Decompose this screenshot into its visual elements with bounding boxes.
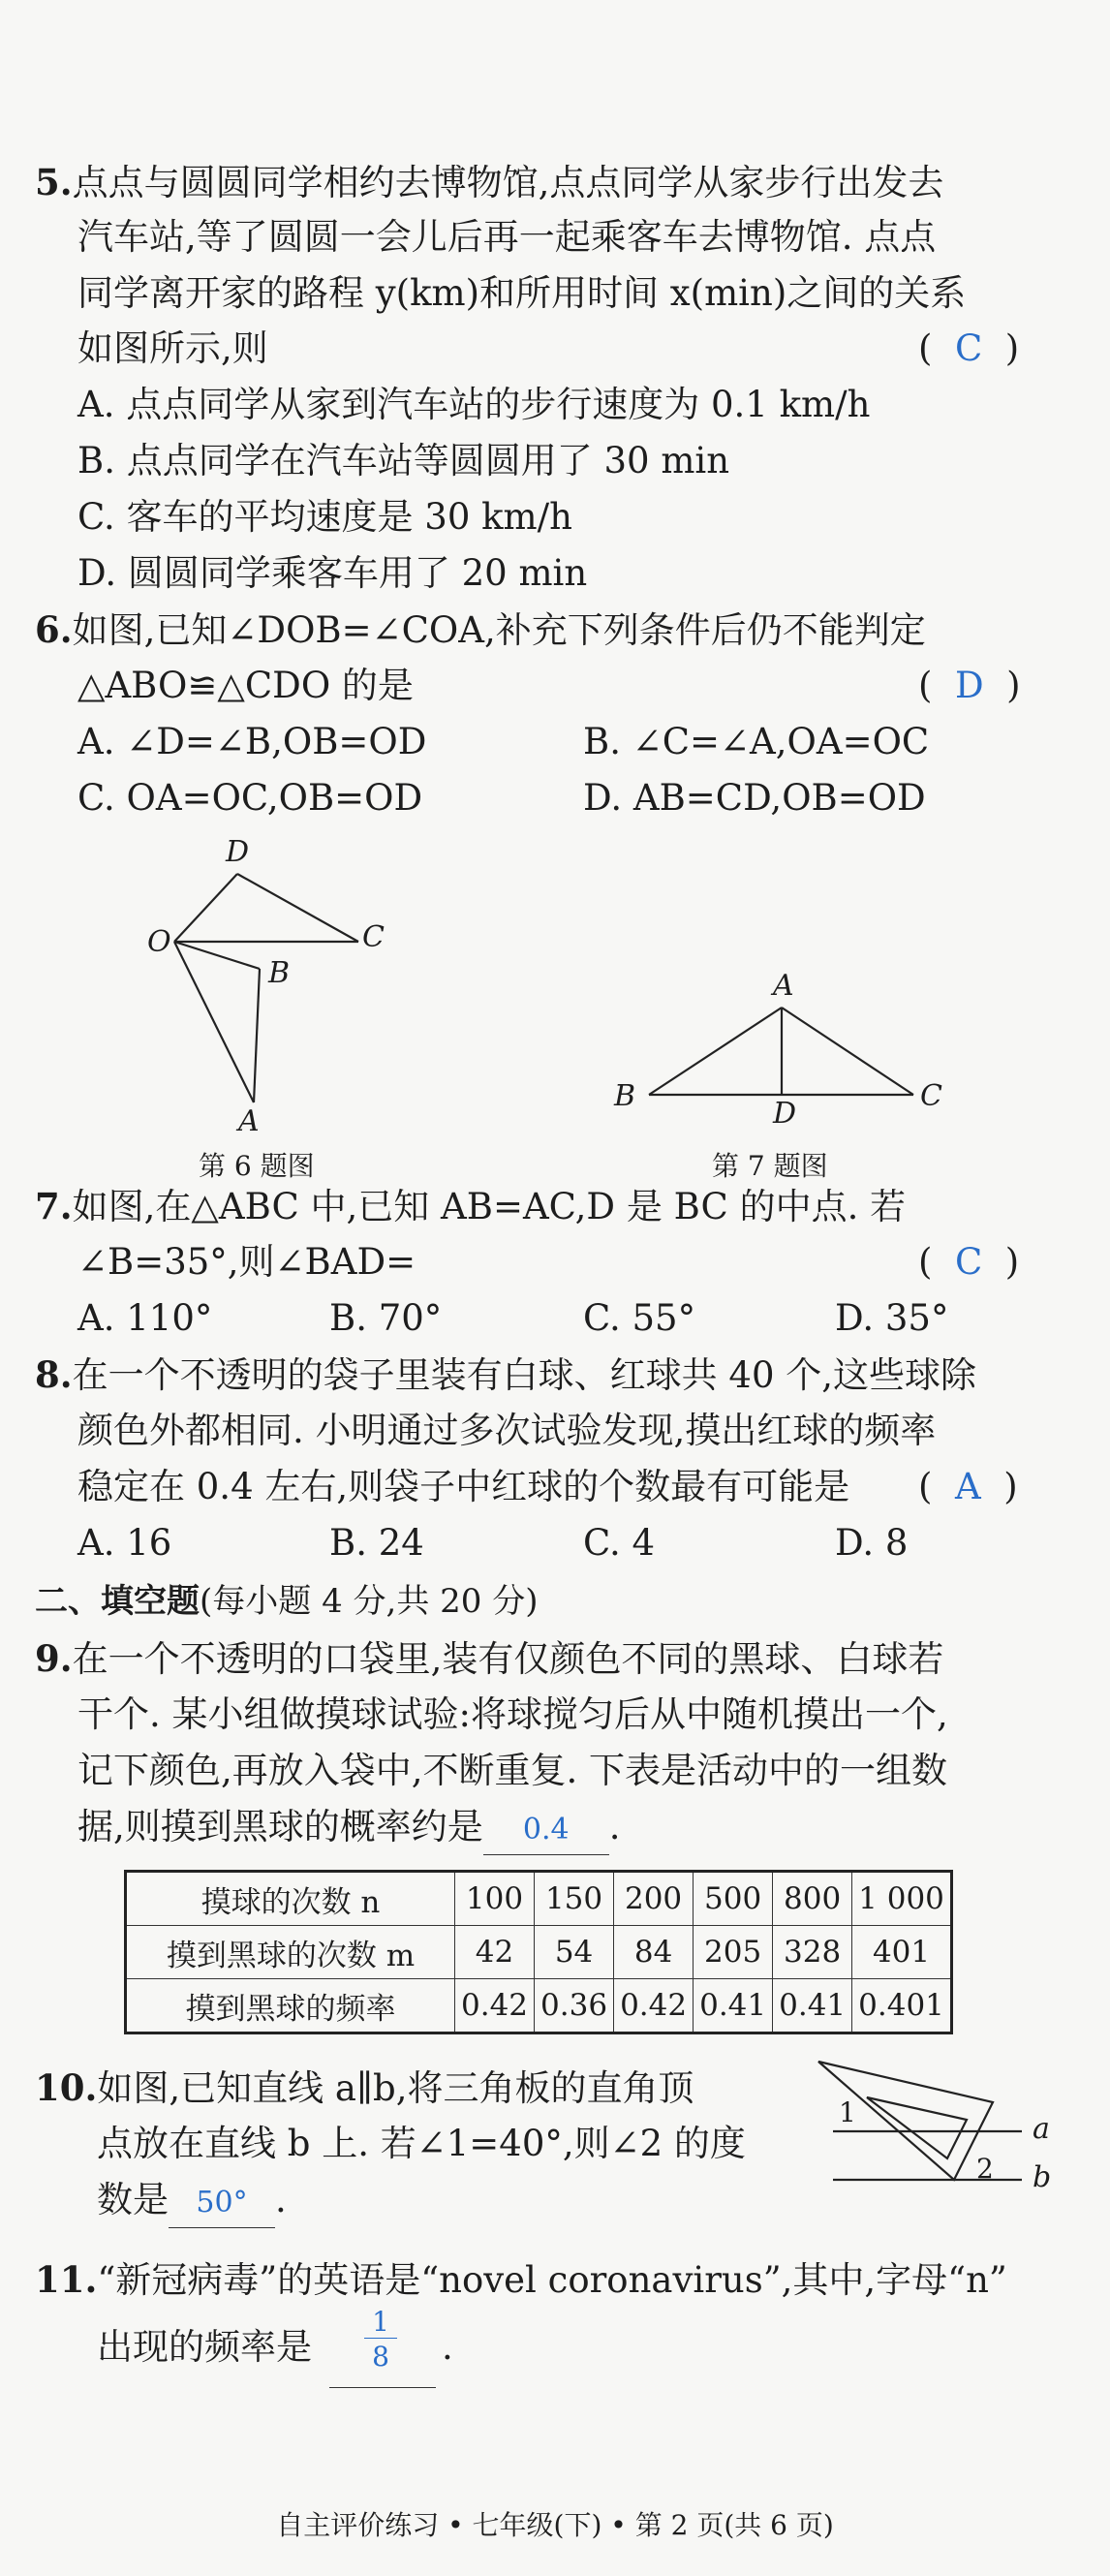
q11-text-1: “新冠病毒”的英语是“novel coronavirus”,其中,字母“n”	[97, 2259, 1007, 2301]
q6-answer: D	[954, 665, 984, 706]
table-cell: 0.41	[694, 1979, 773, 2033]
q10-line-1	[35, 2064, 694, 2113]
q8-answer-bracket: ( A )	[918, 1466, 1018, 1507]
fig10-label-b: b	[1033, 2160, 1052, 2194]
fig7-label-d: D	[773, 1097, 797, 1131]
q6-line-1	[35, 605, 926, 655]
q5-line-1	[35, 158, 943, 207]
fig6-label-o: O	[147, 925, 171, 959]
q9-table-header-frequency: 摸到黑球的频率	[126, 1979, 455, 2033]
q10-text-1: 如图,已知直线 a∥b,将三角板的直角顶	[97, 2067, 694, 2109]
q6-text-1: 如图,已知∠DOB=∠COA,补充下列条件后仍不能判定	[72, 609, 926, 651]
section-2-heading	[35, 1577, 538, 1626]
q5-line-4: 如图所示,则	[77, 327, 268, 369]
q11-line-2: 出现的频率是	[97, 2326, 312, 2368]
q7-line-1	[35, 1182, 906, 1231]
q7-answer: C	[954, 1241, 983, 1283]
q7-option-c: C. 55°	[583, 1297, 696, 1339]
q9-text-4: 据,则摸到黑球的概率约是	[77, 1806, 483, 1847]
q5-line-3: 同学离开家的路程 y(km)和所用时间 x(min)之间的关系	[77, 272, 967, 314]
table-cell: 0.42	[455, 1979, 535, 2033]
fig6-segment-od	[174, 874, 237, 942]
q9-answer-blank: 0.4	[483, 1806, 609, 1855]
q5-text-1: 点点与圆圆同学相约去博物馆,点点同学从家步行出发去	[72, 162, 944, 203]
fig6-label-d: D	[226, 835, 250, 869]
table-cell: 1 000	[852, 1872, 952, 1926]
q11-answer-denominator: 8	[372, 2341, 389, 2373]
q5-option-c: C. 客车的平均速度是 30 km/h	[77, 496, 572, 538]
fig10-label-a: a	[1033, 2112, 1050, 2146]
q5-answer-bracket: ( C )	[918, 327, 1020, 369]
q11-line-1	[35, 2255, 1007, 2305]
table-cell: 328	[773, 1926, 852, 1979]
q10-line-2: 点放在直线 b 上. 若∠1=40°,则∠2 的度	[97, 2123, 746, 2164]
q10-number: 10.	[35, 2066, 98, 2109]
q9-line-2: 干个. 某小组做摸球试验:将球搅匀后从中随机摸出一个,	[77, 1693, 948, 1735]
q6-number: 6.	[35, 608, 73, 651]
q8-text-1: 在一个不透明的袋子里装有白球、红球共 40 个,这些球除	[72, 1354, 977, 1396]
q7-number: 7.	[35, 1185, 73, 1227]
q11-period: .	[442, 2326, 453, 2368]
q6-option-b: B. ∠C=∠A,OA=OC	[583, 721, 930, 762]
fig10-label-2: 2	[976, 2153, 994, 2185]
q7-option-b: B. 70°	[329, 1297, 443, 1339]
q9-text-1: 在一个不透明的口袋里,装有仅颜色不同的黑球、白球若	[72, 1638, 944, 1680]
q7-answer-bracket: ( C )	[918, 1241, 1020, 1283]
table-cell: 0.41	[773, 1979, 852, 2033]
table-row	[126, 1979, 952, 2033]
table-cell: 150	[535, 1872, 614, 1926]
fig6-caption: 第 6 题图	[199, 1150, 315, 1182]
q5-option-b: B. 点点同学在汽车站等圆圆用了 30 min	[77, 440, 730, 481]
q8-answer: A	[954, 1466, 981, 1507]
q8-number: 8.	[35, 1353, 73, 1396]
q9-line-4: 据,则摸到黑球的概率约是 0.4 .	[77, 1803, 621, 1855]
q6-option-d: D. AB=CD,OB=OD	[583, 777, 926, 819]
table-cell: 500	[694, 1872, 773, 1926]
q6-option-a: A. ∠D=∠B,OB=OD	[77, 721, 427, 762]
table-cell: 200	[614, 1872, 694, 1926]
fig6-segment-ba	[254, 969, 260, 1102]
fig7-segment-ab	[649, 1008, 782, 1095]
q8-line-2: 颜色外都相同. 小明通过多次试验发现,摸出红球的频率	[77, 1410, 937, 1451]
q7-option-d: D. 35°	[835, 1297, 949, 1339]
q7-line-2: ∠B=35°,则∠BAD=	[77, 1241, 416, 1283]
table-cell: 401	[852, 1926, 952, 1979]
q9-line-3: 记下颜色,再放入袋中,不断重复. 下表是活动中的一组数	[77, 1750, 948, 1791]
q5-line-2: 汽车站,等了圆圆一会儿后再一起乘客车去博物馆. 点点	[77, 216, 937, 258]
q11-number: 11.	[35, 2258, 98, 2301]
q10-text-3: 数是	[97, 2179, 169, 2220]
q7-option-a: A. 110°	[77, 1297, 213, 1339]
fig6-segment-dc	[237, 874, 358, 942]
section-2-note: (每小题 4 分,共 20 分)	[200, 1582, 539, 1621]
fig7-label-c: C	[920, 1079, 942, 1113]
q5-answer: C	[954, 327, 983, 369]
fig6-label-a: A	[238, 1104, 260, 1138]
q6-line-2: △ABO≌△CDO 的是	[77, 665, 414, 706]
q10-line-3: 数是 50° .	[97, 2176, 287, 2228]
q8-line-1	[35, 1350, 976, 1400]
q5-option-a: A. 点点同学从家到汽车站的步行速度为 0.1 km/h	[77, 384, 871, 425]
q5-number: 5.	[35, 161, 73, 203]
table-row	[126, 1872, 952, 1926]
fig6-segment-ob	[174, 942, 260, 969]
table-cell: 0.42	[614, 1979, 694, 2033]
table-cell: 84	[614, 1926, 694, 1979]
q10-answer-blank: 50°	[169, 2179, 275, 2228]
table-row	[126, 1926, 952, 1979]
q6-option-c: C. OA=OC,OB=OD	[77, 777, 423, 819]
q9-table	[124, 1870, 953, 2034]
fig7-caption: 第 7 题图	[712, 1150, 828, 1182]
fig6-segment-oa	[174, 942, 254, 1102]
q8-option-a: A. 16	[77, 1522, 172, 1564]
q8-option-b: B. 24	[329, 1522, 424, 1564]
table-cell: 42	[455, 1926, 535, 1979]
table-cell: 0.36	[535, 1979, 614, 2033]
table-cell: 0.401	[852, 1979, 952, 2033]
q6-answer-bracket: ( D )	[918, 665, 1021, 706]
table-cell: 205	[694, 1926, 773, 1979]
table-cell: 100	[455, 1872, 535, 1926]
fig7-label-a: A	[773, 969, 794, 1003]
section-2-title: 二、填空题	[35, 1582, 200, 1621]
fig6-label-c: C	[362, 920, 385, 954]
q8-line-3: 稳定在 0.4 左右,则袋子中红球的个数最有可能是	[77, 1466, 850, 1507]
q9-table-header-black: 摸到黑球的次数 m	[126, 1926, 455, 1979]
q9-line-1	[35, 1634, 943, 1684]
q8-option-c: C. 4	[583, 1522, 656, 1564]
q7-text-1: 如图,在△ABC 中,已知 AB=AC,D 是 BC 的中点. 若	[72, 1186, 907, 1227]
fig10-triangle-inner	[867, 2097, 967, 2158]
fig7-segment-ac	[782, 1008, 913, 1095]
fig10-label-1: 1	[839, 2096, 856, 2128]
q5-option-d: D. 圆圆同学乘客车用了 20 min	[77, 552, 588, 594]
page-footer: 自主评价练习 • 七年级(下) • 第 2 页(共 6 页)	[276, 2509, 834, 2541]
q11-answer-numerator: 1	[364, 2306, 397, 2339]
fig6-label-b: B	[268, 956, 291, 990]
q8-option-d: D. 8	[835, 1522, 909, 1564]
table-cell: 54	[535, 1926, 614, 1979]
fig7-label-b: B	[614, 1079, 636, 1113]
q9-number: 9.	[35, 1637, 73, 1680]
table-cell: 800	[773, 1872, 852, 1926]
q9-table-header-trials: 摸球的次数 n	[126, 1872, 455, 1926]
q11-answer-blank	[329, 2306, 436, 2388]
